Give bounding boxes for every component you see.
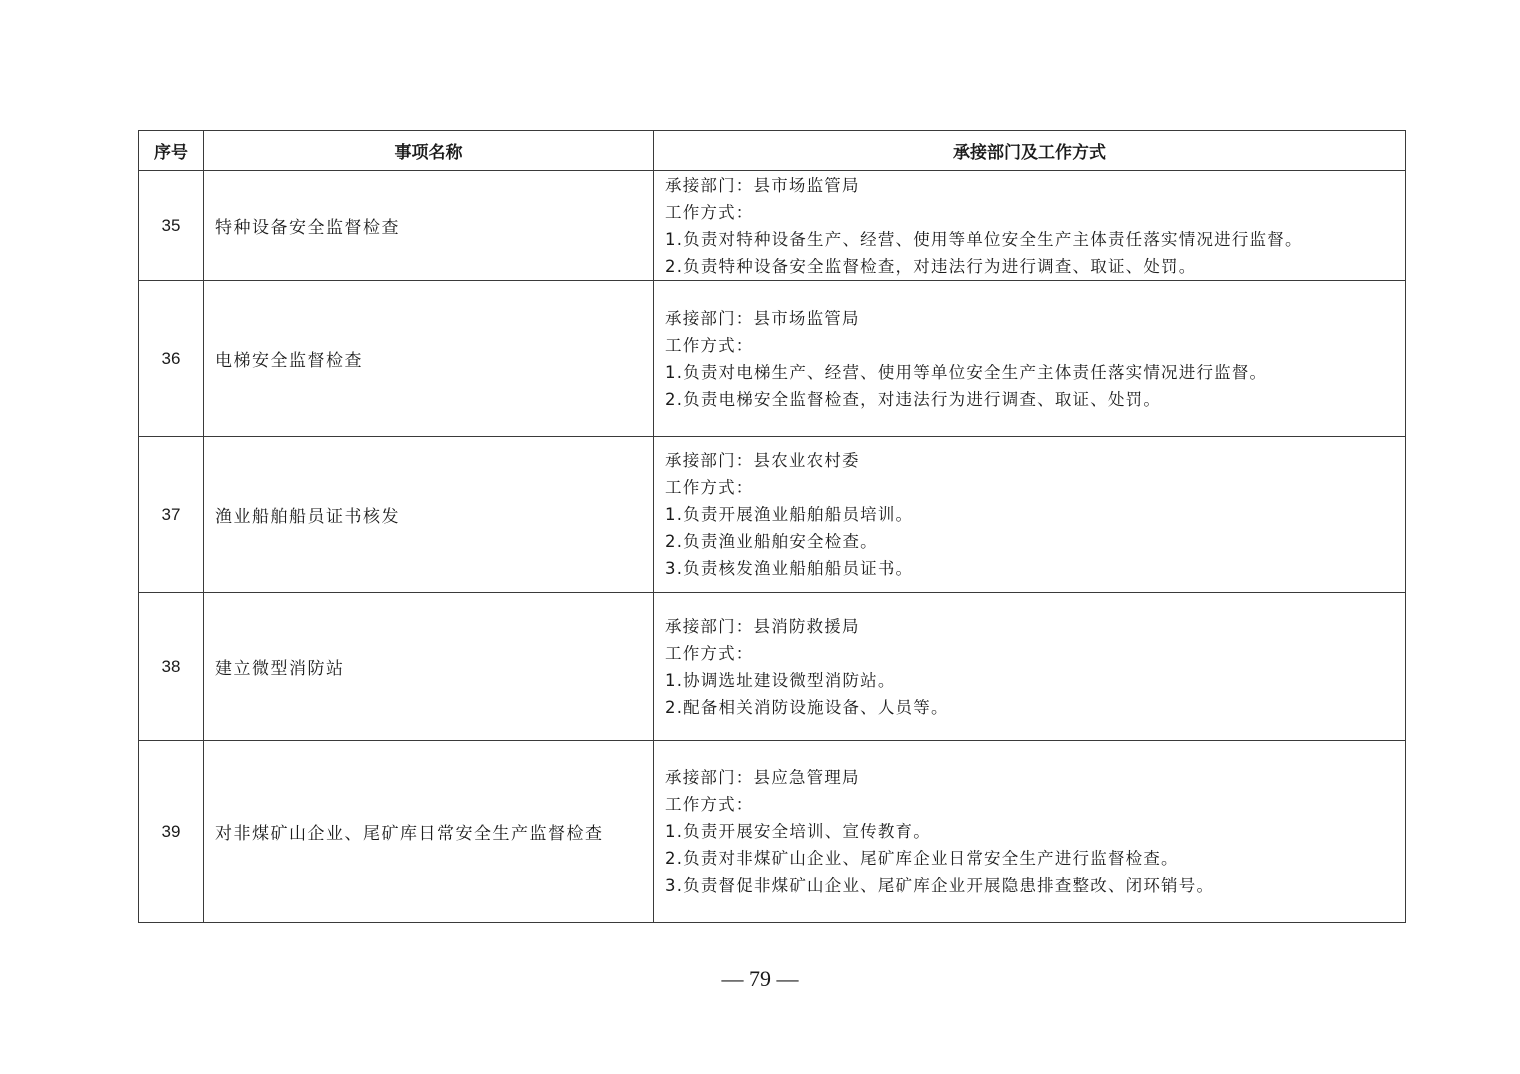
detail-line: 承接部门：县市场监管局 [665, 308, 860, 328]
item-name: 电梯安全监督检查 [204, 281, 654, 437]
row-number: 36 [139, 281, 204, 437]
item-detail [654, 741, 1406, 923]
detail-line: 3.负责核发渔业船舶船员证书。 [665, 559, 914, 578]
detail-line: 承接部门：县消防救援局 [665, 616, 860, 636]
item-name: 对非煤矿山企业、尾矿库日常安全生产监督检查 [204, 741, 654, 923]
detail-line: 2.负责电梯安全监督检查，对违法行为进行调查、取证、处罚。 [665, 389, 1162, 409]
detail-line: 2.负责对非煤矿山企业、尾矿库企业日常安全生产进行监督检查。 [665, 849, 1179, 868]
table-row [139, 171, 1406, 281]
table-row [139, 741, 1406, 923]
row-number: 35 [139, 171, 204, 281]
detail-line: 1.负责开展安全培训、宣传教育。 [665, 822, 931, 841]
item-detail [654, 171, 1406, 281]
table-header-row [139, 131, 1406, 171]
item-name: 渔业船舶船员证书核发 [204, 437, 654, 593]
detail-line: 工作方式： [665, 202, 754, 222]
row-number: 37 [139, 437, 204, 593]
detail-line: 承接部门：县应急管理局 [665, 768, 860, 787]
header-num: 序号 [139, 131, 204, 171]
detail-line: 工作方式： [665, 643, 754, 663]
row-number: 39 [139, 741, 204, 923]
detail-line: 1.负责对特种设备生产、经营、使用等单位安全生产主体责任落实情况进行监督。 [665, 229, 1303, 249]
detail-line: 2.负责特种设备安全监督检查，对违法行为进行调查、取证、处罚。 [665, 256, 1197, 276]
table-row [139, 281, 1406, 437]
item-detail [654, 437, 1406, 593]
detail-line: 1.负责开展渔业船舶船员培训。 [665, 505, 914, 524]
detail-line: 2.负责渔业船舶安全检查。 [665, 532, 878, 551]
detail-line: 工作方式： [665, 335, 754, 355]
item-detail [654, 281, 1406, 437]
detail-line: 2.配备相关消防设施设备、人员等。 [665, 697, 949, 717]
detail-line: 工作方式： [665, 795, 754, 814]
detail-line: 3.负责督促非煤矿山企业、尾矿库企业开展隐患排查整改、闭环销号。 [665, 876, 1215, 895]
item-name: 建立微型消防站 [204, 593, 654, 741]
header-name: 事项名称 [204, 131, 654, 171]
table-row [139, 437, 1406, 593]
detail-line: 承接部门：县农业农村委 [665, 451, 860, 470]
detail-line: 工作方式： [665, 478, 754, 497]
items-table [138, 130, 1406, 923]
item-name: 特种设备安全监督检查 [204, 171, 654, 281]
item-detail [654, 593, 1406, 741]
page-number: — 79 — [721, 966, 799, 991]
detail-line: 1.负责对电梯生产、经营、使用等单位安全生产主体责任落实情况进行监督。 [665, 362, 1268, 382]
row-number: 38 [139, 593, 204, 741]
table-row [139, 593, 1406, 741]
detail-line: 1.协调选址建设微型消防站。 [665, 670, 896, 690]
detail-line: 承接部门：县市场监管局 [665, 175, 860, 195]
header-detail: 承接部门及工作方式 [654, 131, 1406, 171]
